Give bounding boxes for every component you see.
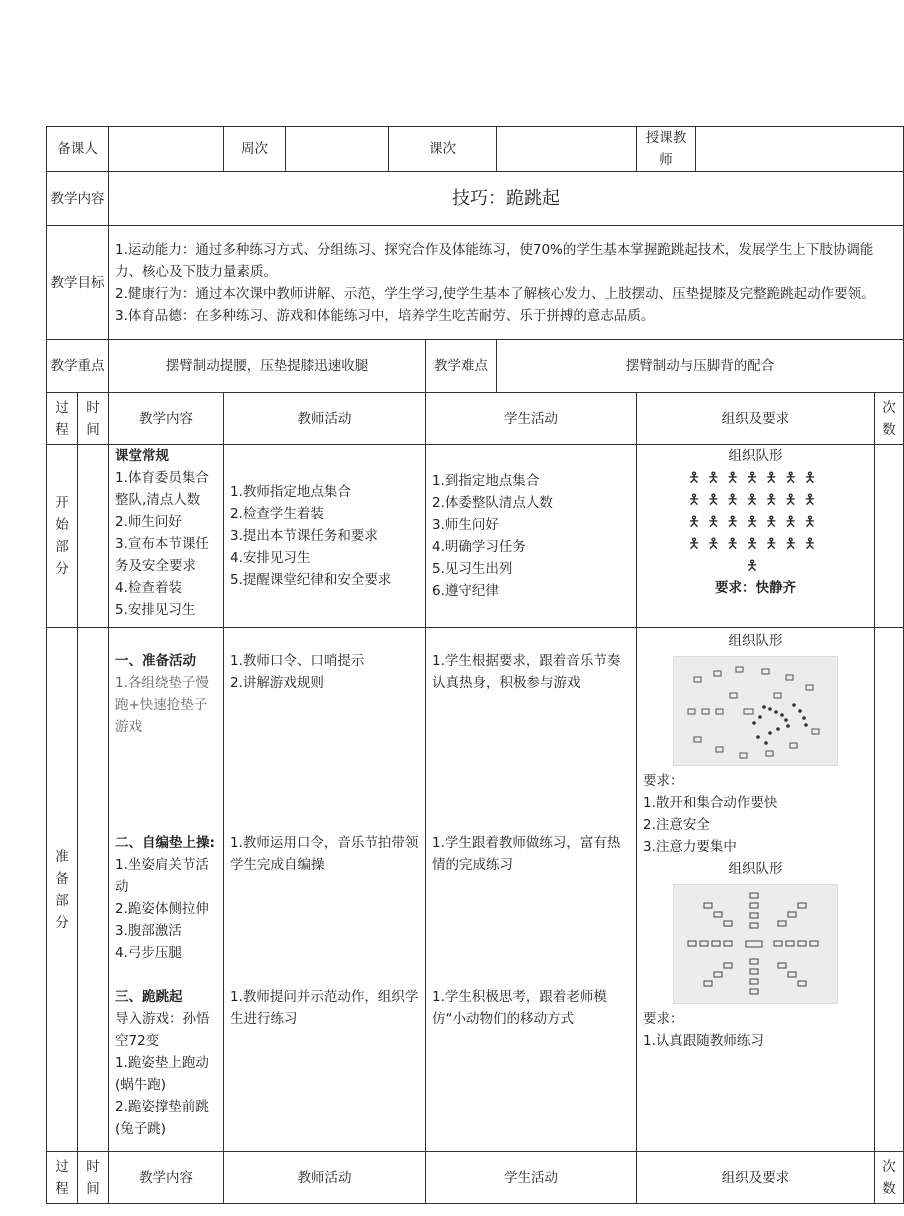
- list-item: 2.检查学生着装: [230, 506, 324, 522]
- prep-block-2: [115, 832, 217, 986]
- list-item: 2.跪姿体侧拉伸: [115, 901, 209, 917]
- list-item: 1.教师指定地点集合: [230, 484, 351, 500]
- week-label: 周次: [224, 127, 286, 172]
- list-item: 1.学生跟着教师做练习，富有热情的完成练习: [432, 835, 621, 873]
- phase-start: 开始部分: [47, 445, 78, 628]
- formation-row-icon: 🯅🯅🯅🯅🯅🯅🯅: [687, 470, 824, 486]
- objective-item: 1.运动能力：通过多种练习方式、分组练习、探究合作及体能练习，使70%的学生基本掌握跪跳起技术，发展学生上下肢协调能力、核心及下肢力量素质。: [115, 241, 874, 280]
- list-item: 1.到指定地点集合: [432, 473, 540, 489]
- col-header-content: 教学内容: [109, 1152, 224, 1204]
- section-title: 一、准备活动: [115, 653, 196, 669]
- list-item: 4.明确学习任务: [432, 539, 526, 555]
- start-teacher: [224, 445, 426, 628]
- content-label: 教学内容: [47, 172, 109, 226]
- prep-block-1: [115, 650, 217, 832]
- list-item: 1.教师提问并示范动作，组织学生进行练习: [230, 989, 419, 1027]
- list-item: 1.教师运用口令，音乐节拍带领学生完成自编操: [230, 835, 419, 873]
- col-header-student: 学生活动: [426, 1152, 637, 1204]
- prep-student-2: [432, 832, 630, 986]
- difficulty-value: 摆臂制动与压脚背的配合: [497, 340, 904, 393]
- col-header-organization: 组织及要求: [637, 1152, 875, 1204]
- preparer-label: 备课人: [47, 127, 109, 172]
- prep-student-3: [432, 986, 630, 1030]
- list-item: 5.见习生出列: [432, 561, 513, 577]
- start-content-title: 课堂常规: [115, 448, 169, 464]
- list-item: 5.提醒课堂纪律和安全要求: [230, 572, 392, 588]
- preparer-field[interactable]: [109, 127, 224, 172]
- difficulty-label: 教学难点: [426, 340, 497, 393]
- formation-row-icon: 🯅🯅🯅🯅🯅🯅🯅: [687, 492, 824, 508]
- org-title: 组织队形: [728, 861, 783, 877]
- count-cell: [875, 628, 904, 1152]
- col-header-process: 过程: [47, 1152, 78, 1204]
- col-header-content: 教学内容: [109, 393, 224, 445]
- list-item: 2.体委整队清点人数: [432, 495, 553, 511]
- section-title: 二、自编垫上操:: [115, 835, 215, 851]
- prep-organization: [637, 628, 875, 1152]
- formation-photo-2: [673, 884, 838, 1004]
- week-field[interactable]: [286, 127, 389, 172]
- phase-prep: 准备部分: [47, 628, 78, 1152]
- col-header-time: 时间: [78, 393, 109, 445]
- section-title: 三、跪跳起: [115, 989, 183, 1005]
- formation-photo-1: [673, 656, 838, 766]
- list-item: 2.注意安全: [643, 817, 710, 833]
- prep-teacher-1: [230, 650, 419, 832]
- list-item: 1.认真跟随教师练习: [643, 1033, 764, 1049]
- list-item: 2.师生问好: [115, 514, 182, 530]
- list-item: 2.跪姿撑垫前跳(兔子跳): [115, 1099, 209, 1137]
- start-student: [426, 445, 637, 628]
- col-header-organization: 组织及要求: [637, 393, 875, 445]
- prep-student-1: [432, 650, 630, 832]
- teacher-figure-icon: 🯅: [745, 558, 766, 574]
- teacher-field[interactable]: [696, 127, 904, 172]
- lesson-plan-table: [46, 126, 904, 1204]
- list-item: 1.各组绕垫子慢跑+快速抢垫子游戏: [115, 675, 209, 735]
- list-item: 5.安排见习生: [115, 602, 196, 618]
- start-content: [109, 445, 224, 628]
- lesson-label: 课次: [389, 127, 497, 172]
- list-item: 3.提出本节课任务和要求: [230, 528, 378, 544]
- col-header-count: 次数: [875, 1152, 904, 1204]
- org-req-title: 要求：: [643, 773, 684, 789]
- list-item: 4.安排见习生: [230, 550, 311, 566]
- col-header-student: 学生活动: [426, 393, 637, 445]
- list-item: 1.体育委员集合整队,清点人数: [115, 470, 209, 508]
- list-item: 4.检查着装: [115, 580, 182, 596]
- col-header-process: 过程: [47, 393, 78, 445]
- formation-row-icon: 🯅🯅🯅🯅🯅🯅🯅: [687, 536, 824, 552]
- list-item: 4.弓步压腿: [115, 945, 182, 961]
- col-header-time: 时间: [78, 1152, 109, 1204]
- prep-teacher: [224, 628, 426, 1152]
- key-points-value: 摆臂制动提腰，压垫提膝迅速收腿: [109, 340, 426, 393]
- list-item: 3.注意力要集中: [643, 839, 737, 855]
- org-req-title: 要求：: [643, 1011, 684, 1027]
- prep-teacher-3: [230, 986, 419, 1030]
- objectives-list: [109, 226, 904, 340]
- list-item: 3.腹部激活: [115, 923, 182, 939]
- list-item: 1.坐姿肩关节活动: [115, 857, 209, 895]
- objective-item: 2.健康行为：通过本次课中教师讲解、示范，学生学习,使学生基本了解核心发力、上肢摆动、压垫提膝及完整跪跳起动作要领。: [115, 285, 875, 302]
- list-item: 1.跪姿垫上跑动(蜗牛跑): [115, 1055, 209, 1093]
- prep-content: [109, 628, 224, 1152]
- list-item: 3.师生问好: [432, 517, 499, 533]
- objectives-label: 教学目标: [47, 226, 109, 340]
- prep-student: [426, 628, 637, 1152]
- objective-item: 3.体育品德：在多种练习、游戏和体能练习中，培养学生吃苦耐劳、乐于拼搏的意志品质。: [115, 307, 655, 324]
- formation-row-icon: 🯅🯅🯅🯅🯅🯅🯅: [687, 514, 824, 530]
- key-points-label: 教学重点: [47, 340, 109, 393]
- col-header-count: 次数: [875, 393, 904, 445]
- list-item: 1.学生积极思考，跟着老师模仿“小动物们的移动方式: [432, 989, 607, 1027]
- prep-teacher-2: [230, 832, 419, 986]
- time-cell: [78, 628, 109, 1152]
- start-organization: [637, 445, 875, 628]
- org-title: 组织队形: [728, 448, 783, 464]
- list-item: 6.遵守纪律: [432, 583, 499, 599]
- lesson-field[interactable]: [497, 127, 637, 172]
- time-cell: [78, 445, 109, 628]
- list-item: 1.散开和集合动作要快: [643, 795, 778, 811]
- org-requirement: 要求：快静齐: [715, 580, 796, 596]
- col-header-teacher: 教师活动: [224, 1152, 426, 1204]
- list-item: 1.教师口令、口哨提示: [230, 653, 365, 669]
- lesson-topic: 技巧：跪跳起: [109, 172, 904, 226]
- list-item: 3.宣布本节课任务及安全要求: [115, 536, 209, 574]
- list-item: 2.讲解游戏规则: [230, 675, 324, 691]
- count-cell: [875, 445, 904, 628]
- list-item: 1.学生根据要求，跟着音乐节奏认真热身，积极参与游戏: [432, 653, 621, 691]
- col-header-teacher: 教师活动: [224, 393, 426, 445]
- teacher-label: 授课教师: [637, 127, 696, 172]
- prep-block-3: [115, 986, 217, 1140]
- list-item: 导入游戏：孙悟空72变: [115, 1011, 210, 1049]
- org-title: 组织队形: [728, 633, 783, 649]
